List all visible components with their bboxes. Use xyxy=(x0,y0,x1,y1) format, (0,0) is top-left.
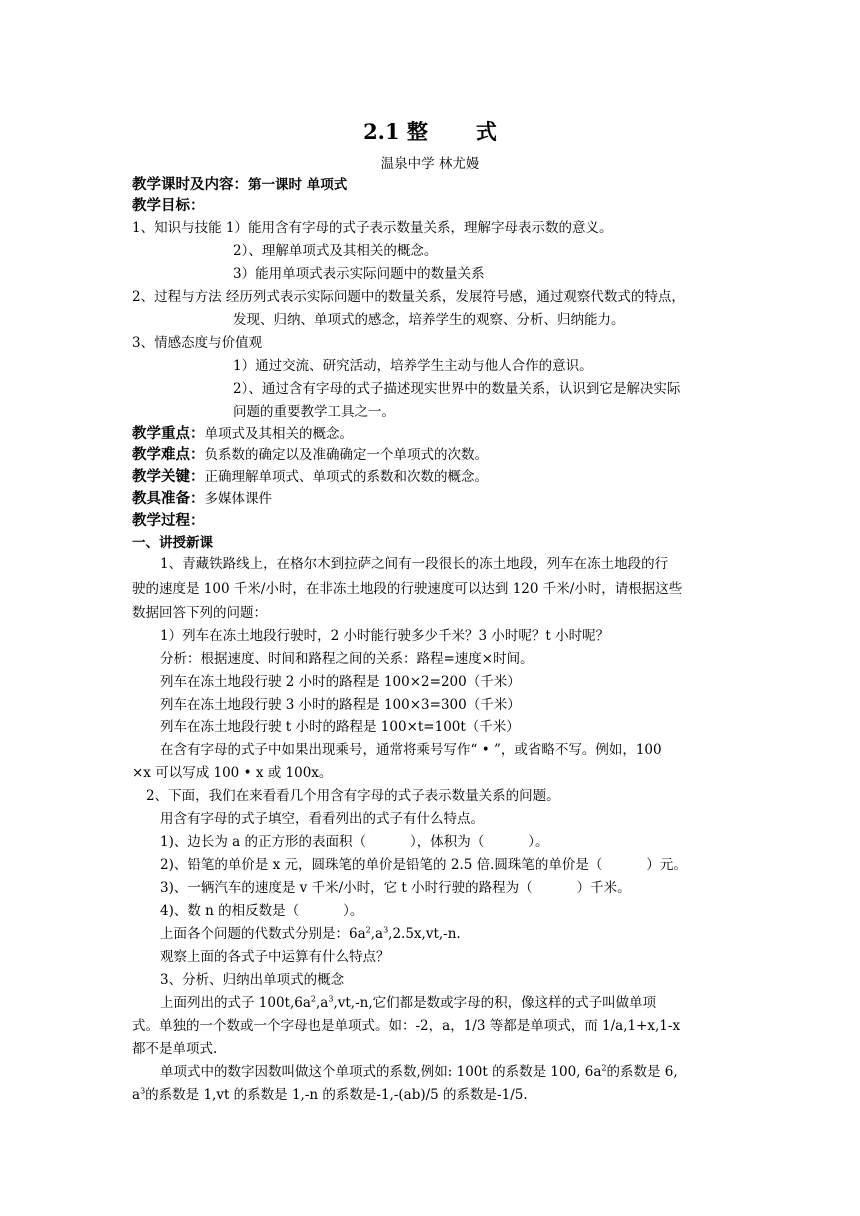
paragraph-1a: 1、青藏铁路线上，在格尔木到拉萨之间有一段很长的冻土地段，列车在冻土地段的行 xyxy=(160,556,669,572)
objective-2a: 2、过程与方法 经历列式表示实际问题中的数量关系，发展符号感，通过观察代数式的特点， xyxy=(132,289,685,305)
note-line-1: 在含有字母的式子中如果出现乘号，通常将乘号写作“ • ”，或省略不写。例如，100 xyxy=(160,742,662,758)
coef-text-b: 的系数是 6, xyxy=(606,1064,678,1080)
definition-line-3: 都不是单项式. xyxy=(132,1041,218,1057)
key-point xyxy=(132,425,353,443)
crux-label: 教学关键： xyxy=(132,468,205,485)
fill-question-3 xyxy=(160,879,631,897)
paragraph-1b: 驶的速度是 100 千米/小时，在非冻土地段的行驶速度可以达到 120 千米/小时，请根据这些 xyxy=(132,581,683,597)
coef2-text-b: 的系数是 1,vt 的系数是 1,-n 的系数是-1,-(ab)/5 的系数是-1/5. xyxy=(145,1087,528,1103)
tools-line xyxy=(132,490,272,508)
def-text-c: ,vt,-n,它们都是数或字母的积，像这样的式子叫做单项 xyxy=(333,995,657,1011)
key-label: 教学重点： xyxy=(132,425,205,442)
document-title xyxy=(0,116,860,146)
expr-text-b: ,a xyxy=(370,926,384,942)
title-part2: 式 xyxy=(475,119,497,144)
fill-question-2 xyxy=(160,856,687,874)
coef-sup-2: 2 xyxy=(601,1063,607,1073)
definition-line-1 xyxy=(160,994,656,1012)
note-line-2: ×x 可以写成 100 • x 或 100x。 xyxy=(132,765,333,781)
key-value: 单项式及其相关的概念。 xyxy=(204,426,353,442)
paragraph-2: 2、下面，我们在来看看几个用含有字母的式子表示数量关系的问题。 xyxy=(146,788,560,804)
difficulty-point xyxy=(132,446,488,464)
answer-line-3: 列车在冻土地段行驶 t 小时的路程是 100×t=100t（千米） xyxy=(160,719,520,735)
paragraph-1c: 数据回答下列的问题： xyxy=(132,605,267,621)
difficulty-value: 负系数的确定以及准确确定一个单项式的次数。 xyxy=(204,447,488,463)
objective-3: 3、情感态度与价值观 xyxy=(132,335,263,351)
author-line: 温泉中学 林尤嫚 xyxy=(380,156,480,172)
fill-1-part-a: 1)、边长为 a 的正方形的表面积（ xyxy=(160,834,366,850)
def-sup-3: 3 xyxy=(328,994,334,1004)
objectives-heading: 教学目标： xyxy=(132,197,205,214)
fill-2-part-a: 2)、铅笔的单价是 x 元，圆珠笔的单价是铅笔的 2.5 倍.圆珠笔的单价是（ xyxy=(160,857,603,873)
lesson-label: 教学课时及内容： xyxy=(132,176,248,193)
tools-label: 教具准备： xyxy=(132,490,205,507)
section-heading-1: 一、讲授新课 xyxy=(132,535,213,551)
coefficient-line-1 xyxy=(160,1063,678,1081)
def-text-a: 上面列出的式子 100t,6a xyxy=(160,995,311,1011)
coefficient-line-2 xyxy=(132,1086,528,1104)
process-heading: 教学过程： xyxy=(132,512,205,529)
objective-3a: 1）通过交流、研究活动，培养学生主动与他人合作的意识。 xyxy=(233,358,593,374)
def-text-b: ,a xyxy=(316,995,329,1011)
fill-1-part-c: ）。 xyxy=(528,834,549,850)
tools-value: 多媒体课件 xyxy=(204,491,272,507)
fill-4-part-b: ）。 xyxy=(343,903,364,919)
fill-3-part-b: ）千米。 xyxy=(576,880,631,896)
paragraph-2b: 用含有字母的式子填空，看看列出的式子有什么特点。 xyxy=(160,811,484,827)
expressions-line xyxy=(160,925,461,943)
objective-1c: 3）能用单项式表示实际问题中的数量关系 xyxy=(233,266,485,282)
fill-1-part-b: ），体积为（ xyxy=(410,834,485,850)
section-3-heading: 3、分析、归纳出单项式的概念 xyxy=(160,972,345,988)
answer-line-2: 列车在冻土地段行驶 3 小时的路程是 100×3=300（千米） xyxy=(160,697,521,713)
fill-3-part-a: 3)、一辆汽车的速度是 v 千米/小时，它 t 小时行驶的路程为（ xyxy=(160,880,533,896)
objective-1b: 2）、理解单项式及其相关的概念。 xyxy=(233,243,438,259)
coef2-sup-3: 3 xyxy=(140,1086,146,1096)
answer-line-1: 列车在冻土地段行驶 2 小时的路程是 100×2=200（千米） xyxy=(160,674,521,690)
observe-line: 观察上面的各式子中运算有什么特点？ xyxy=(160,949,390,965)
analysis-line: 分析：根据速度、时间和路程之间的关系：路程=速度×时间。 xyxy=(160,651,534,667)
expr-sup-2: 2 xyxy=(365,925,371,935)
objective-3b: 2）、通过含有字母的式子描述现实世界中的数量关系，认识到它是解决实际 xyxy=(233,381,681,397)
title-part1: 2.1 整 xyxy=(363,119,428,144)
question-1: 1）列车在冻土地段行驶时，2 小时能行驶多少千米？3 小时呢？t 小时呢？ xyxy=(160,628,610,644)
expr-sup-3: 3 xyxy=(383,925,389,935)
lesson-value: 第一课时 单项式 xyxy=(248,177,348,193)
fill-question-1 xyxy=(160,833,549,851)
expr-text-c: ,2.5x,vt,-n. xyxy=(388,926,461,942)
def-sup-2: 2 xyxy=(310,994,317,1004)
crux-value: 正确理解单项式、单项式的系数和次数的概念。 xyxy=(204,469,488,485)
fill-2-part-b: ）元。 xyxy=(646,857,687,873)
objective-2b: 发现、归纳、单项式的感念，培养学生的观察、分析、归纳能力。 xyxy=(233,312,625,328)
difficulty-label: 教学难点： xyxy=(132,446,205,463)
fill-4-part-a: 4)、数 n 的相反数是（ xyxy=(160,903,300,919)
coef2-text-a: a xyxy=(132,1087,141,1103)
objective-1a: 1、知识与技能 1）能用含有字母的式子表示数量关系，理解字母表示数的意义。 xyxy=(132,220,613,236)
expr-text-a: 上面各个问题的代数式分别是：6a xyxy=(160,926,366,942)
crux-point xyxy=(132,468,488,486)
fill-question-4 xyxy=(160,902,363,920)
coef-text-a: 单项式中的数字因数叫做这个单项式的系数,例如: 100t 的系数是 100, 6a xyxy=(160,1064,602,1080)
objective-3c: 问题的重要教学工具之一。 xyxy=(233,404,395,420)
lesson-line xyxy=(132,176,347,194)
definition-line-2: 式。单独的一个数或一个字母也是单项式。如：-2，a，1/3 等都是单项式，而 1/a,1+x,1-x xyxy=(132,1018,681,1034)
